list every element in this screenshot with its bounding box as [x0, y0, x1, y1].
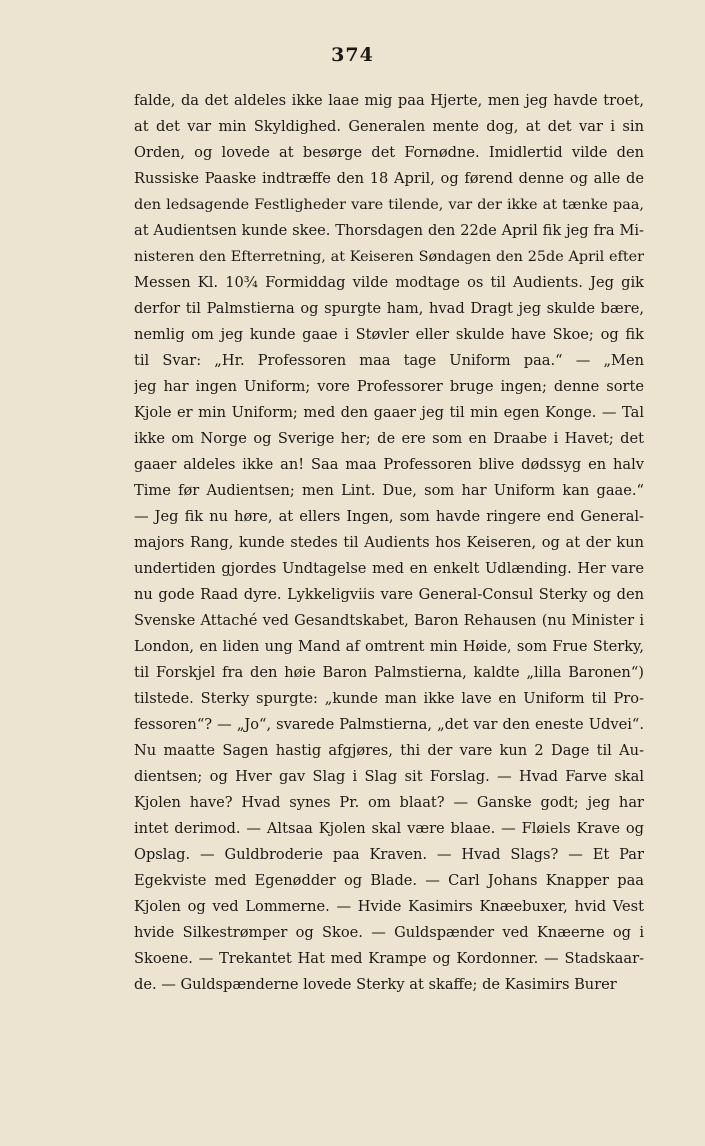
text-line: at det var min Skyldighed. Generalen mente dog, at det var i sin — [134, 118, 644, 135]
text-line: nemlig om jeg kunde gaae i Støvler eller skulde have Skoe; og fik — [134, 326, 644, 343]
text-line: de. — Guldspænderne lovede Sterky at skaffe; de Kasimirs Burer — [134, 976, 617, 993]
text-line: jeg har ingen Uniform; vore Professorer bruge ingen; denne sorte — [134, 378, 644, 395]
text-line: undertiden gjordes Undtagelse med en enkelt Udlænding. Her vare — [134, 560, 644, 577]
text-line: til Forskjel fra den høie Baron Palmstierna, kaldte „lilla Baronen“) — [134, 664, 644, 681]
text-line: London, en liden ung Mand af omtrent min Høide, som Frue Sterky, — [134, 638, 644, 655]
text-line: dientsen; og Hver gav Slag i Slag sit Forslag. — Hvad Farve skal — [134, 768, 644, 785]
text-line: majors Rang, kunde stedes til Audients hos Keiseren, og at der kun — [134, 534, 644, 551]
text-line: tilstede. Sterky spurgte: „kunde man ikke lave en Uniform til Pro- — [134, 690, 644, 707]
text-line: ikke om Norge og Sverige her; de ere som en Draabe i Havet; det — [134, 430, 644, 447]
text-line: Russiske Paaske indtræffe den 18 April, og førend denne og alle de — [134, 170, 644, 187]
text-line: Kjolen have? Hvad synes Pr. om blaat? — Ganske godt; jeg har — [134, 794, 644, 811]
text-line: Orden, og lovede at besørge det Fornødne. Imidlertid vilde den — [134, 144, 644, 161]
text-line: at Audientsen kunde skee. Thorsdagen den 22de April fik jeg fra Mi- — [134, 222, 644, 239]
text-line: derfor til Palmstierna og spurgte ham, hvad Dragt jeg skulde bære, — [134, 300, 644, 317]
text-line: Opslag. — Guldbroderie paa Kraven. — Hvad Slags? — Et Par — [134, 846, 644, 863]
text-line: nisteren den Efterretning, at Keiseren Søndagen den 25de April efter — [134, 249, 644, 265]
text-line: Egekviste med Egenødder og Blade. — Carl Johans Knapper paa — [134, 872, 644, 889]
text-line: fessoren“? — „Jo“, svarede Palmstierna, „det var den eneste Udvei“. — [134, 716, 644, 733]
text-line: intet derimod. — Altsaa Kjolen skal være blaae. — Fløiels Krave og — [134, 820, 644, 837]
text-line: Time før Audientsen; men Lint. Due, som har Uniform kan gaae.“ — [134, 482, 644, 499]
text-line: Kjolen og ved Lommerne. — Hvide Kasimirs Knæebuxer, hvid Vest — [134, 898, 644, 915]
text-line: Svenske Attaché ved Gesandtskabet, Baron Rehausen (nu Minister i — [134, 612, 644, 629]
body-text — [134, 88, 644, 998]
text-line: Messen Kl. 10¾ Formiddag vilde modtage os til Audients. Jeg gik — [134, 274, 644, 291]
text-line: — Jeg fik nu høre, at ellers Ingen, som havde ringere end General- — [134, 508, 644, 525]
text-line: Skoene. — Trekantet Hat med Krampe og Kordonner. — Stadskaar- — [134, 950, 644, 967]
text-line: Kjole er min Uniform; med den gaaer jeg til min egen Konge. — Tal — [134, 404, 644, 421]
text-line: falde, da det aldeles ikke laae mig paa Hjerte, men jeg havde troet, — [134, 92, 644, 109]
text-line: den ledsagende Festligheder vare tilende, var der ikke at tænke paa, — [134, 197, 644, 213]
text-line: Nu maatte Sagen hastig afgjøres, thi der vare kun 2 Dage til Au- — [134, 742, 644, 759]
text-line: gaaer aldeles ikke an! Saa maa Professoren blive dødssyg en halv — [134, 456, 644, 473]
text-line: hvide Silkestrømper og Skoe. — Guldspænder ved Knæerne og i — [134, 924, 644, 941]
text-line: nu gode Raad dyre. Lykkeligviis vare General-Consul Sterky og den — [134, 586, 644, 603]
page-number: 374 — [331, 44, 374, 66]
text-line: til Svar: „Hr. Professoren maa tage Uniform paa.“ — „Men — [134, 352, 644, 369]
